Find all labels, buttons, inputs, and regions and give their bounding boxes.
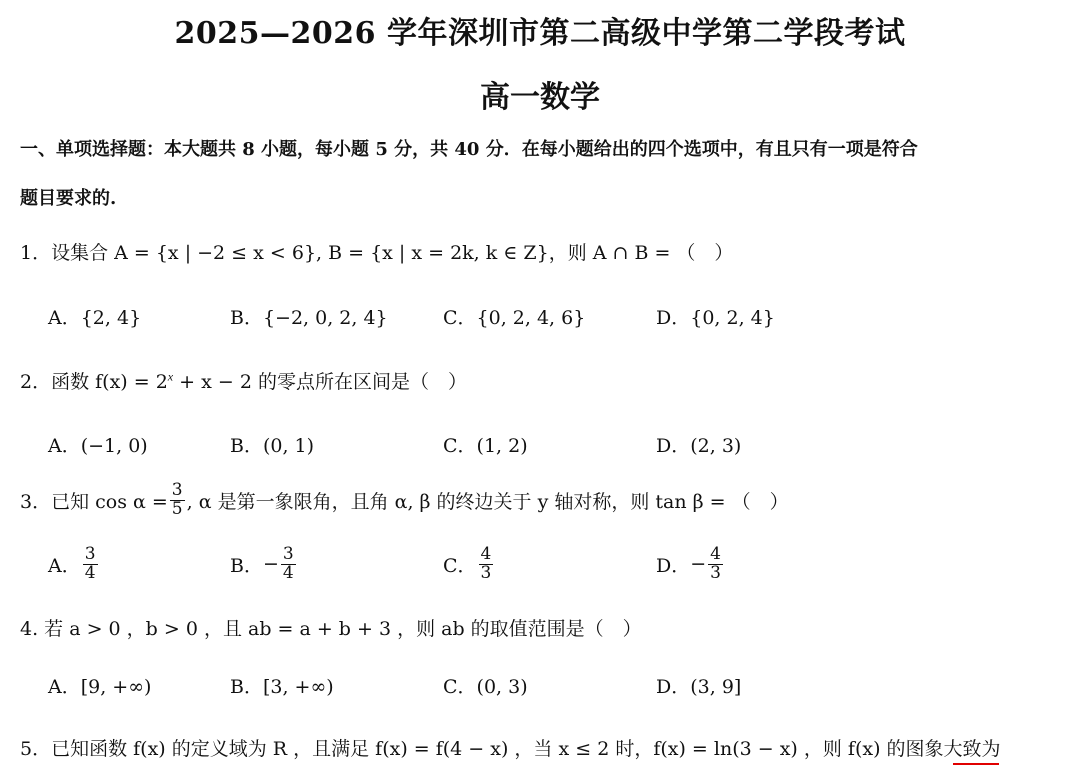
option-fraction bbox=[83, 546, 98, 583]
question-3-option-c bbox=[443, 546, 495, 583]
section-instructions-line1: 一、单项选择题：本大题共 8 小题，每小题 5 分，共 40 分．在每小题给出的四个选项中，有且只有一项是符合 bbox=[20, 139, 918, 160]
question-2-option-c: C．(1, 2) bbox=[443, 435, 528, 457]
option-sign: − bbox=[262, 553, 279, 576]
fraction-numerator: 3 bbox=[84, 544, 96, 564]
question-3-option-b bbox=[230, 546, 298, 583]
option-fraction bbox=[708, 546, 723, 583]
question-5-stem: 5．已知函数 f(x) 的定义域为 R ，且满足 f(x) = f(4 − x) ，当 x ≤ 2 时，f(x) = ln(3 − x) ，则 f(x) 的图象大致为 bbox=[20, 738, 1001, 760]
fraction-denominator: 3 bbox=[480, 562, 492, 583]
option-fraction bbox=[281, 546, 296, 583]
section-instructions-line2: 题目要求的. bbox=[20, 188, 117, 209]
question-4-option-a: A．[9, +∞) bbox=[48, 676, 152, 698]
exam-subtitle: 高一数学 bbox=[480, 80, 600, 115]
question-1-option-b: B．{−2, 0, 2, 4} bbox=[230, 307, 388, 329]
question-1-option-d: D．{0, 2, 4} bbox=[656, 307, 775, 329]
option-label: B． bbox=[230, 554, 263, 577]
question-4-stem: 4. 若 a > 0 ，b > 0 ，且 ab = a + b + 3 ，则 ab 的取值范围是（ ） bbox=[20, 618, 642, 640]
question-4-option-b: B．[3, +∞) bbox=[230, 676, 334, 698]
question-2-exponent: x bbox=[167, 369, 174, 384]
spellcheck-underline bbox=[953, 763, 999, 765]
fraction-numerator: 4 bbox=[480, 544, 492, 564]
question-3-stem-pre: 3．已知 cos α = bbox=[20, 490, 168, 513]
option-fraction bbox=[479, 546, 494, 583]
fraction-denominator: 3 bbox=[710, 562, 721, 583]
fraction-numerator: 4 bbox=[710, 544, 721, 564]
question-3-fraction bbox=[170, 482, 185, 519]
question-2-option-d: D．(2, 3) bbox=[656, 435, 742, 457]
question-1-option-a: A．{2, 4} bbox=[48, 307, 142, 329]
fraction-denominator: 4 bbox=[84, 562, 96, 583]
fraction-numerator: 3 bbox=[171, 480, 183, 500]
question-3-stem bbox=[20, 482, 789, 519]
option-sign: − bbox=[690, 553, 707, 576]
question-3-stem-post: , α 是第一象限角，且角 α, β 的终边关于 y 轴对称，则 tan β = （ ） bbox=[186, 490, 789, 513]
question-2-stem bbox=[20, 367, 467, 394]
question-3-option-d bbox=[656, 546, 725, 583]
question-2-stem-pre: 2．函数 f(x) = 2 bbox=[20, 371, 168, 393]
fraction-numerator: 3 bbox=[282, 544, 294, 564]
question-4-option-d: D．(3, 9] bbox=[656, 676, 742, 698]
question-2-option-b: B．(0, 1) bbox=[230, 435, 315, 457]
question-4-option-c: C．(0, 3) bbox=[443, 676, 528, 698]
question-2-stem-post: + x − 2 的零点所在区间是（ ） bbox=[173, 371, 467, 393]
question-3-option-a bbox=[48, 546, 100, 583]
option-label: C． bbox=[443, 554, 477, 577]
question-2-option-a: A．(−1, 0) bbox=[48, 435, 148, 457]
fraction-denominator: 5 bbox=[171, 498, 183, 519]
option-label: A． bbox=[48, 554, 81, 577]
question-1-stem: 1．设集合 A = {x | −2 ≤ x < 6}, B = {x | x = 2k, k ∈ Z}，则 A ∩ B = （ ） bbox=[20, 242, 734, 264]
exam-title: 2025—2026 学年深圳市第二高级中学第二学段考试 bbox=[174, 16, 906, 51]
fraction-denominator: 4 bbox=[282, 562, 294, 583]
question-1-option-c: C．{0, 2, 4, 6} bbox=[443, 307, 586, 329]
option-label: D． bbox=[656, 554, 691, 577]
